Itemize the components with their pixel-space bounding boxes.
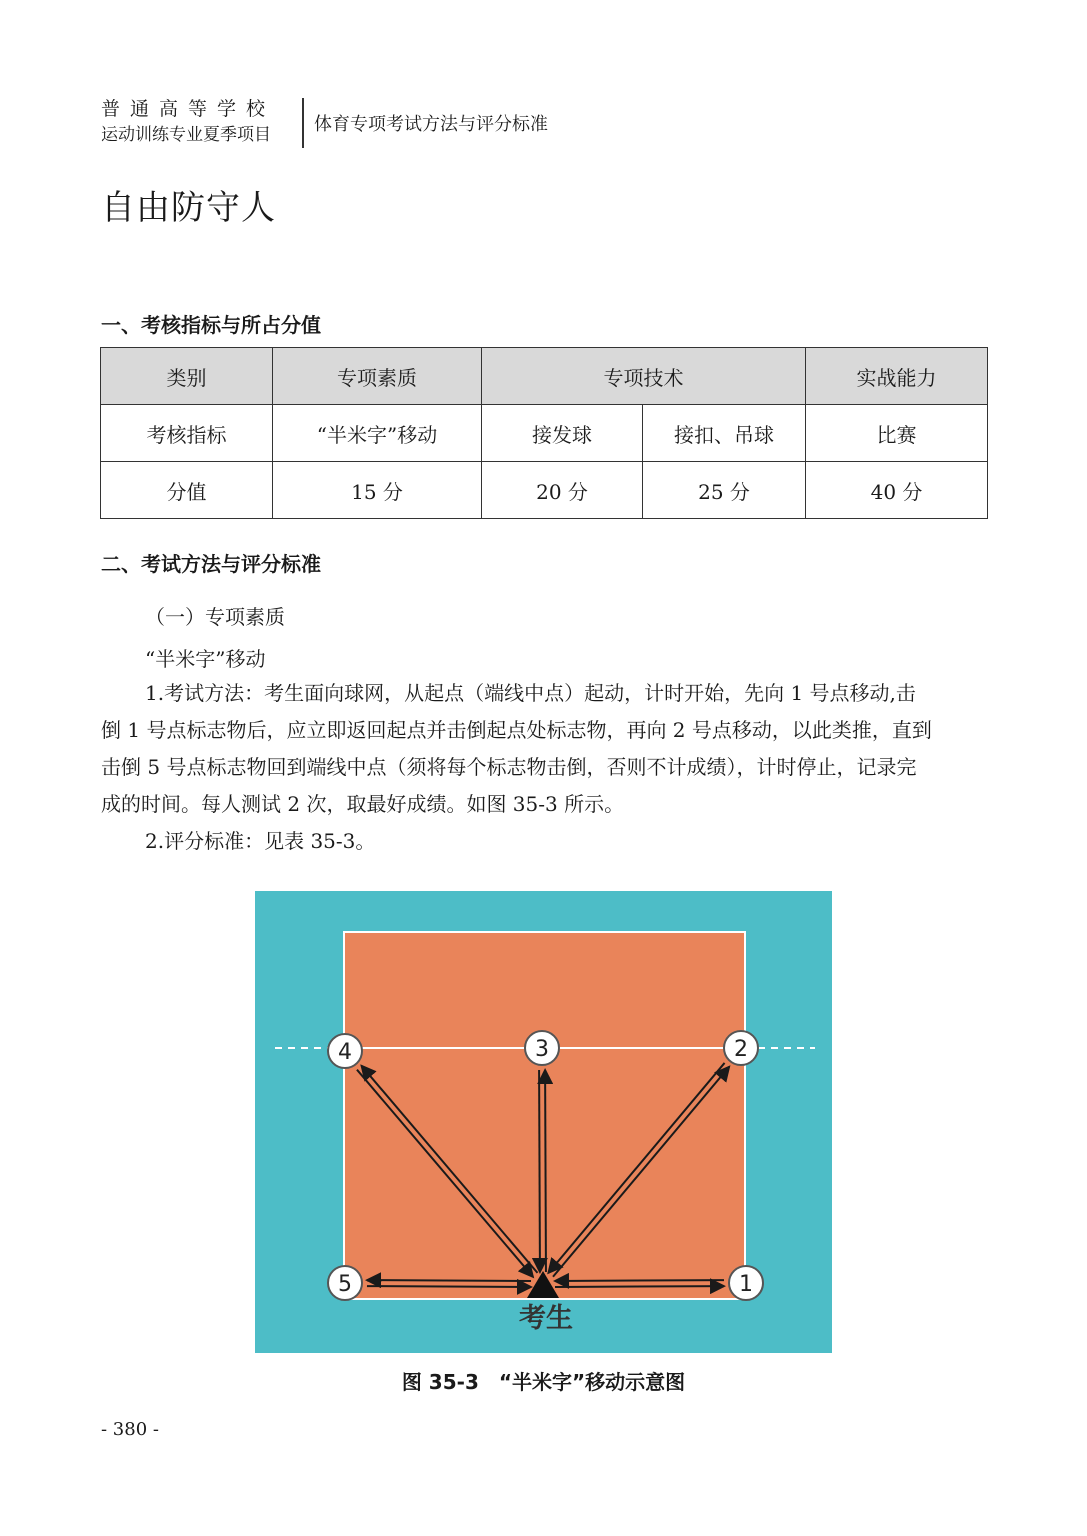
score-table [100, 347, 988, 519]
table-cell: 接发球 [482, 405, 643, 462]
marker-label: 3 [535, 1037, 549, 1062]
method-line: 击倒 5 号点标志物回到端线中点（须将每个标志物击倒，否则不计成绩），计时停止，记录完 [101, 755, 917, 779]
header-school: 普通高等学校 [101, 98, 276, 120]
table-cell: 分值 [101, 462, 273, 519]
court-svg [255, 891, 832, 1353]
table-cell: 专项素质 [273, 348, 482, 405]
table-cell: “半米字”移动 [273, 405, 482, 462]
header-divider [302, 98, 304, 148]
table-cell: 20 分 [482, 462, 643, 519]
scoring-line: 2.评分标准：见表 35-3。 [145, 829, 376, 853]
sub-heading: （一）专项素质 [145, 605, 285, 629]
table-cell: 40 分 [806, 462, 988, 519]
method-line: 1.考试方法：考生面向球网，从起点（端线中点）起动，计时开始，先向 1 号点移动,击 [145, 681, 916, 705]
marker-point-5 [328, 1266, 362, 1300]
examinee-label: 考生 [519, 1303, 573, 1334]
arrow-return-5 [367, 1286, 531, 1287]
arrow-return-1 [555, 1280, 724, 1281]
page-number: - 380 - [101, 1419, 159, 1440]
arrow-out-5 [367, 1280, 531, 1281]
table-cell: 25 分 [643, 462, 806, 519]
marker-point-1 [729, 1266, 763, 1300]
arrow-out-3 [545, 1070, 546, 1272]
marker-label: 2 [734, 1037, 748, 1062]
court-diagram [255, 891, 832, 1353]
table-row [101, 462, 988, 519]
table-cell: 专项技术 [482, 348, 806, 405]
marker-point-3 [525, 1031, 559, 1065]
table-cell: 考核指标 [101, 405, 273, 462]
item-title: “半米字”移动 [145, 647, 266, 671]
arrow-return-3 [539, 1070, 540, 1272]
header-left [101, 96, 297, 148]
marker-point-4 [328, 1034, 362, 1068]
header-program: 运动训练专业夏季项目 [101, 125, 271, 145]
table-cell: 类别 [101, 348, 273, 405]
method-paragraph [101, 675, 989, 860]
marker-label: 4 [338, 1040, 352, 1065]
marker-label: 1 [739, 1272, 753, 1297]
section1-heading: 一、考核指标与所占分值 [101, 313, 321, 337]
table-row [101, 405, 988, 462]
header-doc-title: 体育专项考试方法与评分标准 [314, 114, 548, 135]
method-line: 倒 1 号点标志物后，应立即返回起点并击倒起点处标志物，再向 2 号点移动，以此类推，直到 [101, 718, 932, 742]
table-cell: 15 分 [273, 462, 482, 519]
marker-point-2 [724, 1031, 758, 1065]
figure-caption: 图 35-3 “半米字”移动示意图 [401, 1370, 686, 1394]
table-row [101, 348, 988, 405]
method-line: 成的时间。每人测试 2 次，取最好成绩。如图 35-3 所示。 [101, 792, 625, 816]
marker-label: 5 [338, 1272, 352, 1297]
section2-heading: 二、考试方法与评分标准 [101, 552, 321, 576]
page-title: 自由防守人 [101, 188, 276, 228]
table-cell: 实战能力 [806, 348, 988, 405]
table-cell: 比赛 [806, 405, 988, 462]
table-cell: 接扣、吊球 [643, 405, 806, 462]
arrow-out-1 [555, 1286, 724, 1287]
